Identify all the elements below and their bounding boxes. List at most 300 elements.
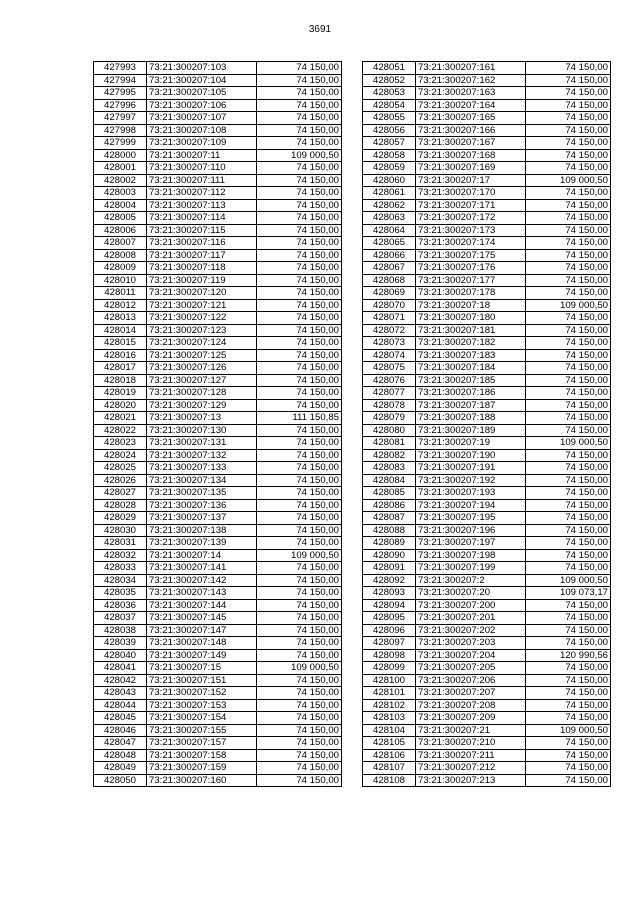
record-number-cell: 428078 <box>363 399 416 412</box>
table-row <box>94 199 342 212</box>
cadastral-number-cell: 73:21:300207:123 <box>147 324 257 337</box>
cadastral-number-cell: 73:21:300207:134 <box>147 474 257 487</box>
cadastral-value-cell: 109 000,50 <box>526 724 611 737</box>
cadastral-value-cell: 74 150,00 <box>257 449 342 462</box>
table-row <box>363 512 611 525</box>
cadastral-value-cell: 74 150,00 <box>526 674 611 687</box>
cadastral-number-cell: 73:21:300207:142 <box>147 574 257 587</box>
record-number-cell: 428059 <box>363 162 416 175</box>
record-number-cell: 427997 <box>94 112 147 125</box>
cadastral-value-cell: 74 150,00 <box>526 99 611 112</box>
record-number-cell: 427995 <box>94 87 147 100</box>
table-row <box>363 249 611 262</box>
cadastral-value-cell: 74 150,00 <box>257 74 342 87</box>
table-row <box>94 224 342 237</box>
cadastral-value-cell: 74 150,00 <box>526 774 611 787</box>
table-row <box>94 162 342 175</box>
record-number-cell: 428089 <box>363 537 416 550</box>
record-number-cell: 428094 <box>363 599 416 612</box>
record-number-cell: 428028 <box>94 499 147 512</box>
cadastral-number-cell: 73:21:300207:173 <box>416 224 526 237</box>
record-number-cell: 428048 <box>94 749 147 762</box>
table-row <box>94 362 342 375</box>
cadastral-number-cell: 73:21:300207:185 <box>416 374 526 387</box>
cadastral-value-cell: 74 150,00 <box>257 287 342 300</box>
cadastral-value-cell: 74 150,00 <box>526 712 611 725</box>
cadastral-value-cell: 74 150,00 <box>257 349 342 362</box>
cadastral-number-cell: 73:21:300207:209 <box>416 712 526 725</box>
table-row <box>94 674 342 687</box>
registry-table-left <box>93 61 342 787</box>
cadastral-value-cell: 74 150,00 <box>526 624 611 637</box>
cadastral-value-cell: 74 150,00 <box>526 162 611 175</box>
table-row <box>94 724 342 737</box>
table-row <box>363 587 611 600</box>
cadastral-number-cell: 73:21:300207:212 <box>416 762 526 775</box>
table-row <box>94 737 342 750</box>
cadastral-number-cell: 73:21:300207:114 <box>147 212 257 225</box>
table-row <box>94 712 342 725</box>
cadastral-value-cell: 109 000,50 <box>257 149 342 162</box>
table-row <box>363 349 611 362</box>
cadastral-number-cell: 73:21:300207:103 <box>147 62 257 75</box>
record-number-cell: 428019 <box>94 387 147 400</box>
record-number-cell: 428083 <box>363 462 416 475</box>
cadastral-value-cell: 74 150,00 <box>257 62 342 75</box>
table-row <box>363 574 611 587</box>
cadastral-number-cell: 73:21:300207:128 <box>147 387 257 400</box>
cadastral-value-cell: 74 150,00 <box>526 399 611 412</box>
cadastral-value-cell: 74 150,00 <box>526 662 611 675</box>
cadastral-value-cell: 74 150,00 <box>257 312 342 325</box>
record-number-cell: 428036 <box>94 599 147 612</box>
record-number-cell: 428025 <box>94 462 147 475</box>
table-row <box>363 774 611 787</box>
table-row <box>94 137 342 150</box>
cadastral-number-cell: 73:21:300207:14 <box>147 549 257 562</box>
record-number-cell: 428001 <box>94 162 147 175</box>
cadastral-number-cell: 73:21:300207:211 <box>416 749 526 762</box>
table-row <box>363 562 611 575</box>
table-row <box>363 474 611 487</box>
record-number-cell: 428091 <box>363 562 416 575</box>
table-row <box>94 749 342 762</box>
record-number-cell: 428086 <box>363 499 416 512</box>
cadastral-number-cell: 73:21:300207:105 <box>147 87 257 100</box>
record-number-cell: 428052 <box>363 74 416 87</box>
table-row <box>363 724 611 737</box>
cadastral-value-cell: 74 150,00 <box>257 137 342 150</box>
table-row <box>363 199 611 212</box>
record-number-cell: 428031 <box>94 537 147 550</box>
record-number-cell: 428023 <box>94 437 147 450</box>
cadastral-value-cell: 74 150,00 <box>257 574 342 587</box>
cadastral-number-cell: 73:21:300207:161 <box>416 62 526 75</box>
record-number-cell: 428007 <box>94 237 147 250</box>
record-number-cell: 427999 <box>94 137 147 150</box>
record-number-cell: 428008 <box>94 249 147 262</box>
table-row <box>363 749 611 762</box>
cadastral-value-cell: 74 150,00 <box>257 112 342 125</box>
cadastral-number-cell: 73:21:300207:163 <box>416 87 526 100</box>
cadastral-number-cell: 73:21:300207:106 <box>147 99 257 112</box>
table-row <box>94 99 342 112</box>
cadastral-value-cell: 120 990,56 <box>526 649 611 662</box>
cadastral-number-cell: 73:21:300207:136 <box>147 499 257 512</box>
cadastral-value-cell: 74 150,00 <box>257 187 342 200</box>
cadastral-number-cell: 73:21:300207:138 <box>147 524 257 537</box>
cadastral-value-cell: 74 150,00 <box>526 312 611 325</box>
cadastral-value-cell: 74 150,00 <box>257 774 342 787</box>
cadastral-value-cell: 74 150,00 <box>257 87 342 100</box>
record-number-cell: 428057 <box>363 137 416 150</box>
cadastral-value-cell: 74 150,00 <box>526 362 611 375</box>
record-number-cell: 428015 <box>94 337 147 350</box>
table-row <box>363 99 611 112</box>
table-row <box>94 574 342 587</box>
table-row <box>363 599 611 612</box>
record-number-cell: 428037 <box>94 612 147 625</box>
record-number-cell: 427993 <box>94 62 147 75</box>
record-number-cell: 428107 <box>363 762 416 775</box>
record-number-cell: 428100 <box>363 674 416 687</box>
cadastral-number-cell: 73:21:300207:21 <box>416 724 526 737</box>
table-row <box>363 549 611 562</box>
table-row <box>94 562 342 575</box>
table-row <box>363 262 611 275</box>
record-number-cell: 428058 <box>363 149 416 162</box>
table-row <box>363 524 611 537</box>
record-number-cell: 428018 <box>94 374 147 387</box>
cadastral-value-cell: 109 000,50 <box>526 299 611 312</box>
table-row <box>363 437 611 450</box>
cadastral-number-cell: 73:21:300207:133 <box>147 462 257 475</box>
cadastral-number-cell: 73:21:300207:204 <box>416 649 526 662</box>
record-number-cell: 428080 <box>363 424 416 437</box>
table-row <box>363 224 611 237</box>
cadastral-number-cell: 73:21:300207:127 <box>147 374 257 387</box>
cadastral-number-cell: 73:21:300207:213 <box>416 774 526 787</box>
cadastral-number-cell: 73:21:300207:164 <box>416 99 526 112</box>
cadastral-number-cell: 73:21:300207:148 <box>147 637 257 650</box>
table-row <box>363 287 611 300</box>
cadastral-number-cell: 73:21:300207:118 <box>147 262 257 275</box>
cadastral-value-cell: 74 150,00 <box>257 224 342 237</box>
record-number-cell: 428085 <box>363 487 416 500</box>
table-row <box>94 324 342 337</box>
cadastral-value-cell: 74 150,00 <box>257 424 342 437</box>
cadastral-number-cell: 73:21:300207:18 <box>416 299 526 312</box>
table-row <box>363 674 611 687</box>
record-number-cell: 428044 <box>94 699 147 712</box>
table-row <box>363 637 611 650</box>
record-number-cell: 428097 <box>363 637 416 650</box>
record-number-cell: 428092 <box>363 574 416 587</box>
table-row <box>94 149 342 162</box>
cadastral-value-cell: 74 150,00 <box>257 512 342 525</box>
cadastral-value-cell: 74 150,00 <box>257 387 342 400</box>
record-number-cell: 428101 <box>363 687 416 700</box>
cadastral-value-cell: 74 150,00 <box>526 137 611 150</box>
cadastral-value-cell: 74 150,00 <box>526 562 611 575</box>
record-number-cell: 427998 <box>94 124 147 137</box>
cadastral-value-cell: 74 150,00 <box>257 374 342 387</box>
table-row <box>363 649 611 662</box>
table-row <box>363 112 611 125</box>
cadastral-value-cell: 74 150,00 <box>526 374 611 387</box>
record-number-cell: 428106 <box>363 749 416 762</box>
record-number-cell: 428053 <box>363 87 416 100</box>
cadastral-value-cell: 74 150,00 <box>526 187 611 200</box>
cadastral-value-cell: 74 150,00 <box>257 474 342 487</box>
cadastral-value-cell: 74 150,00 <box>257 174 342 187</box>
table-row <box>363 662 611 675</box>
cadastral-value-cell: 74 150,00 <box>526 287 611 300</box>
table-row <box>363 537 611 550</box>
table-row <box>94 212 342 225</box>
cadastral-value-cell: 74 150,00 <box>526 387 611 400</box>
cadastral-number-cell: 73:21:300207:147 <box>147 624 257 637</box>
record-number-cell: 428070 <box>363 299 416 312</box>
cadastral-value-cell: 74 150,00 <box>526 687 611 700</box>
table-row <box>363 174 611 187</box>
record-number-cell: 428002 <box>94 174 147 187</box>
cadastral-value-cell: 109 073,17 <box>526 587 611 600</box>
table-row <box>363 337 611 350</box>
cadastral-value-cell: 74 150,00 <box>526 249 611 262</box>
record-number-cell: 428102 <box>363 699 416 712</box>
cadastral-number-cell: 73:21:300207:153 <box>147 699 257 712</box>
record-number-cell: 428038 <box>94 624 147 637</box>
cadastral-number-cell: 73:21:300207:122 <box>147 312 257 325</box>
cadastral-number-cell: 73:21:300207:141 <box>147 562 257 575</box>
cadastral-value-cell: 74 150,00 <box>526 237 611 250</box>
cadastral-value-cell: 74 150,00 <box>257 499 342 512</box>
cadastral-number-cell: 73:21:300207:117 <box>147 249 257 262</box>
record-number-cell: 428026 <box>94 474 147 487</box>
record-number-cell: 428071 <box>363 312 416 325</box>
record-number-cell: 428062 <box>363 199 416 212</box>
cadastral-value-cell: 109 000,50 <box>526 574 611 587</box>
record-number-cell: 428035 <box>94 587 147 600</box>
cadastral-number-cell: 73:21:300207:183 <box>416 349 526 362</box>
record-number-cell: 428065 <box>363 237 416 250</box>
table-row <box>94 462 342 475</box>
cadastral-number-cell: 73:21:300207:184 <box>416 362 526 375</box>
cadastral-number-cell: 73:21:300207:199 <box>416 562 526 575</box>
cadastral-value-cell: 74 150,00 <box>526 462 611 475</box>
table-row <box>94 349 342 362</box>
cadastral-number-cell: 73:21:300207:19 <box>416 437 526 450</box>
cadastral-number-cell: 73:21:300207:168 <box>416 149 526 162</box>
table-row <box>363 462 611 475</box>
table-row <box>94 299 342 312</box>
record-number-cell: 428004 <box>94 199 147 212</box>
cadastral-number-cell: 73:21:300207:116 <box>147 237 257 250</box>
table-row <box>94 449 342 462</box>
cadastral-number-cell: 73:21:300207:166 <box>416 124 526 137</box>
cadastral-value-cell: 74 150,00 <box>526 62 611 75</box>
record-number-cell: 428011 <box>94 287 147 300</box>
cadastral-number-cell: 73:21:300207:107 <box>147 112 257 125</box>
cadastral-number-cell: 73:21:300207:187 <box>416 399 526 412</box>
cadastral-value-cell: 74 150,00 <box>257 699 342 712</box>
record-number-cell: 428095 <box>363 612 416 625</box>
cadastral-number-cell: 73:21:300207:120 <box>147 287 257 300</box>
table-row <box>363 137 611 150</box>
cadastral-value-cell: 74 150,00 <box>257 462 342 475</box>
cadastral-value-cell: 111 150,85 <box>257 412 342 425</box>
table-row <box>363 237 611 250</box>
table-row <box>94 499 342 512</box>
table-row <box>363 87 611 100</box>
cadastral-number-cell: 73:21:300207:196 <box>416 524 526 537</box>
cadastral-number-cell: 73:21:300207:154 <box>147 712 257 725</box>
table-row <box>94 87 342 100</box>
table-row <box>94 74 342 87</box>
table-row <box>94 487 342 500</box>
table-row <box>363 74 611 87</box>
cadastral-value-cell: 109 000,50 <box>257 549 342 562</box>
record-number-cell: 428050 <box>94 774 147 787</box>
cadastral-number-cell: 73:21:300207:210 <box>416 737 526 750</box>
record-number-cell: 428029 <box>94 512 147 525</box>
cadastral-number-cell: 73:21:300207:172 <box>416 212 526 225</box>
record-number-cell: 428051 <box>363 62 416 75</box>
record-number-cell: 428079 <box>363 412 416 425</box>
table-row <box>94 637 342 650</box>
cadastral-value-cell: 74 150,00 <box>257 124 342 137</box>
cadastral-number-cell: 73:21:300207:201 <box>416 612 526 625</box>
cadastral-number-cell: 73:21:300207:180 <box>416 312 526 325</box>
cadastral-number-cell: 73:21:300207:115 <box>147 224 257 237</box>
cadastral-value-cell: 74 150,00 <box>257 437 342 450</box>
cadastral-number-cell: 73:21:300207:131 <box>147 437 257 450</box>
record-number-cell: 428108 <box>363 774 416 787</box>
table-row <box>94 274 342 287</box>
record-number-cell: 428030 <box>94 524 147 537</box>
cadastral-number-cell: 73:21:300207:206 <box>416 674 526 687</box>
cadastral-number-cell: 73:21:300207:119 <box>147 274 257 287</box>
cadastral-number-cell: 73:21:300207:11 <box>147 149 257 162</box>
record-number-cell: 428047 <box>94 737 147 750</box>
record-number-cell: 428082 <box>363 449 416 462</box>
cadastral-number-cell: 73:21:300207:202 <box>416 624 526 637</box>
table-row <box>363 737 611 750</box>
record-number-cell: 428068 <box>363 274 416 287</box>
cadastral-number-cell: 73:21:300207:170 <box>416 187 526 200</box>
cadastral-number-cell: 73:21:300207:186 <box>416 387 526 400</box>
cadastral-value-cell: 74 150,00 <box>526 224 611 237</box>
record-number-cell: 428006 <box>94 224 147 237</box>
cadastral-number-cell: 73:21:300207:205 <box>416 662 526 675</box>
record-number-cell: 427994 <box>94 74 147 87</box>
cadastral-number-cell: 73:21:300207:17 <box>416 174 526 187</box>
table-row <box>363 399 611 412</box>
cadastral-value-cell: 74 150,00 <box>526 199 611 212</box>
record-number-cell: 428090 <box>363 549 416 562</box>
table-row <box>94 312 342 325</box>
table-row <box>363 412 611 425</box>
cadastral-number-cell: 73:21:300207:194 <box>416 499 526 512</box>
table-row <box>94 599 342 612</box>
record-number-cell: 428061 <box>363 187 416 200</box>
table-row <box>94 624 342 637</box>
record-number-cell: 427996 <box>94 99 147 112</box>
record-number-cell: 428103 <box>363 712 416 725</box>
cadastral-number-cell: 73:21:300207:137 <box>147 512 257 525</box>
table-row <box>94 587 342 600</box>
cadastral-value-cell: 74 150,00 <box>257 637 342 650</box>
cadastral-number-cell: 73:21:300207:169 <box>416 162 526 175</box>
cadastral-value-cell: 74 150,00 <box>257 299 342 312</box>
table-row <box>363 612 611 625</box>
record-number-cell: 428045 <box>94 712 147 725</box>
cadastral-number-cell: 73:21:300207:178 <box>416 287 526 300</box>
table-row <box>94 237 342 250</box>
cadastral-number-cell: 73:21:300207:174 <box>416 237 526 250</box>
record-number-cell: 428043 <box>94 687 147 700</box>
table-row <box>94 512 342 525</box>
table-row <box>363 424 611 437</box>
table-row <box>363 62 611 75</box>
cadastral-number-cell: 73:21:300207:208 <box>416 699 526 712</box>
record-number-cell: 428073 <box>363 337 416 350</box>
cadastral-number-cell: 73:21:300207:171 <box>416 199 526 212</box>
cadastral-value-cell: 74 150,00 <box>257 762 342 775</box>
record-number-cell: 428074 <box>363 349 416 362</box>
cadastral-number-cell: 73:21:300207:197 <box>416 537 526 550</box>
record-number-cell: 428012 <box>94 299 147 312</box>
cadastral-value-cell: 74 150,00 <box>257 712 342 725</box>
cadastral-number-cell: 73:21:300207:121 <box>147 299 257 312</box>
table-row <box>94 762 342 775</box>
table-row <box>94 437 342 450</box>
cadastral-value-cell: 109 000,50 <box>257 662 342 675</box>
record-number-cell: 428054 <box>363 99 416 112</box>
cadastral-value-cell: 74 150,00 <box>257 249 342 262</box>
cadastral-value-cell: 74 150,00 <box>526 524 611 537</box>
table-row <box>94 374 342 387</box>
record-number-cell: 428099 <box>363 662 416 675</box>
cadastral-number-cell: 73:21:300207:104 <box>147 74 257 87</box>
table-row <box>94 387 342 400</box>
record-number-cell: 428077 <box>363 387 416 400</box>
cadastral-value-cell: 74 150,00 <box>257 599 342 612</box>
record-number-cell: 428049 <box>94 762 147 775</box>
table-row <box>94 474 342 487</box>
cadastral-number-cell: 73:21:300207:182 <box>416 337 526 350</box>
record-number-cell: 428067 <box>363 262 416 275</box>
cadastral-number-cell: 73:21:300207:151 <box>147 674 257 687</box>
table-row <box>94 662 342 675</box>
table-row <box>363 299 611 312</box>
cadastral-value-cell: 74 150,00 <box>257 737 342 750</box>
cadastral-number-cell: 73:21:300207:149 <box>147 649 257 662</box>
table-row <box>363 387 611 400</box>
cadastral-value-cell: 74 150,00 <box>526 149 611 162</box>
cadastral-number-cell: 73:21:300207:125 <box>147 349 257 362</box>
cadastral-value-cell: 74 150,00 <box>257 324 342 337</box>
cadastral-value-cell: 74 150,00 <box>257 649 342 662</box>
table-row <box>363 687 611 700</box>
table-row <box>363 487 611 500</box>
record-number-cell: 428041 <box>94 662 147 675</box>
record-number-cell: 428016 <box>94 349 147 362</box>
record-number-cell: 428009 <box>94 262 147 275</box>
table-row <box>94 124 342 137</box>
record-number-cell: 428013 <box>94 312 147 325</box>
